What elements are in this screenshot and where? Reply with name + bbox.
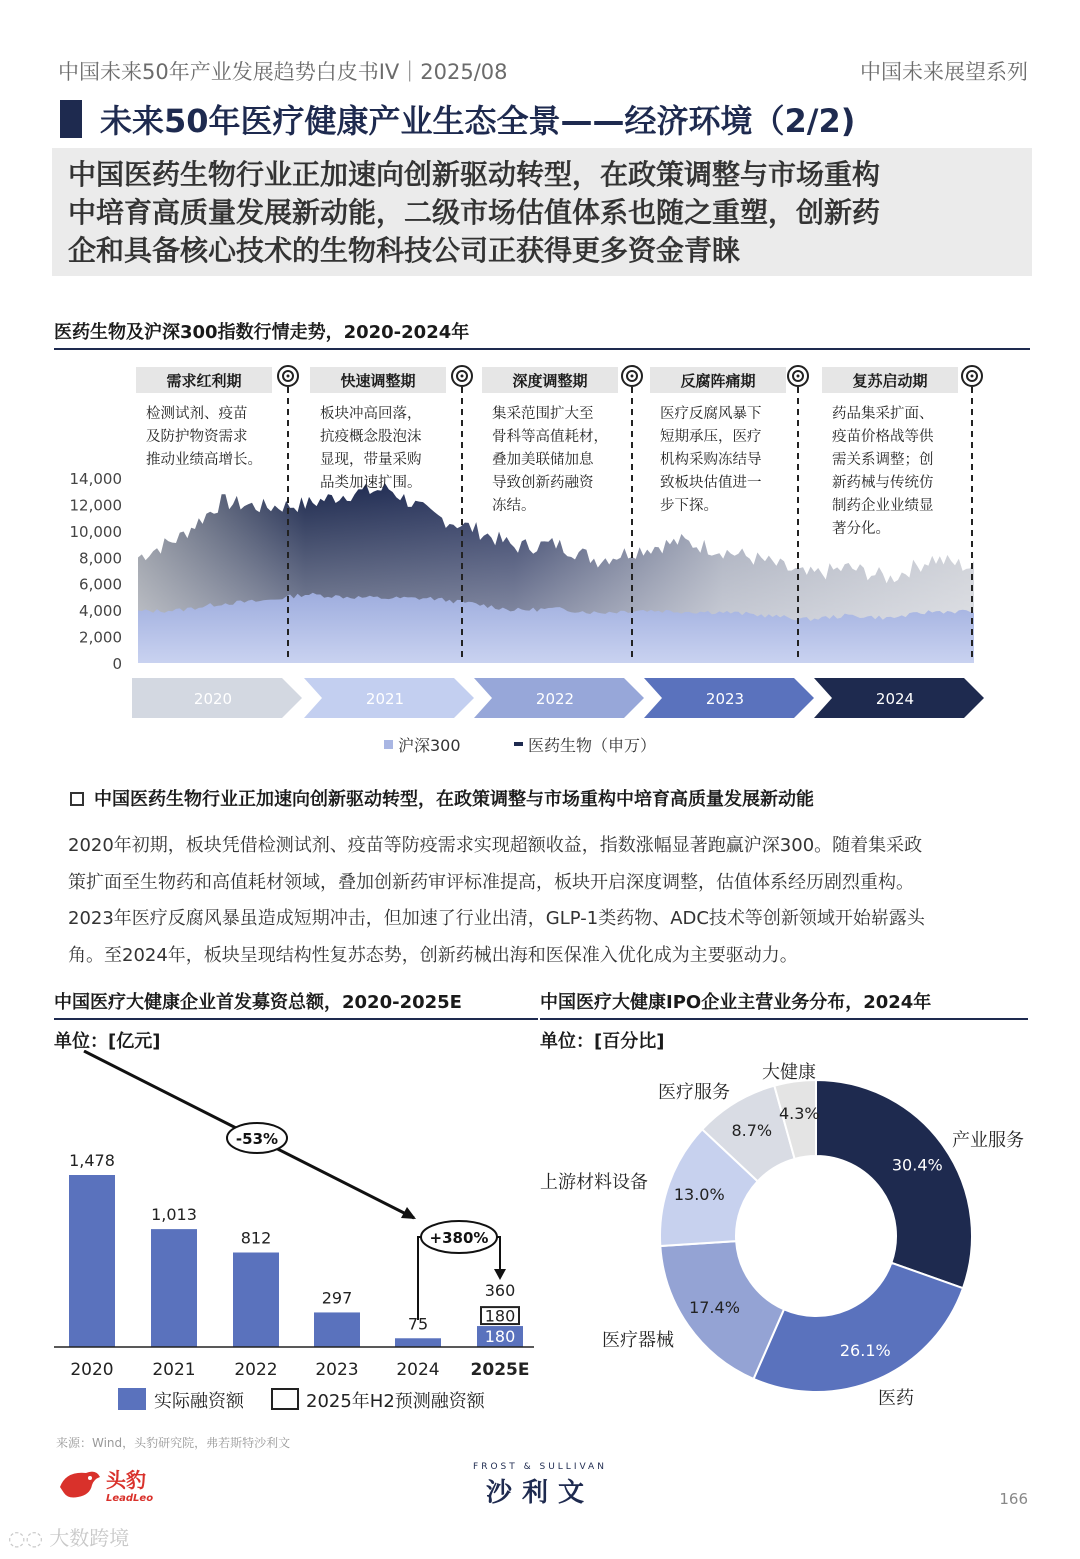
y-tick-label: 0: [112, 655, 122, 673]
bar-2023: [314, 1312, 360, 1347]
legend-hs300: 沪深300: [398, 736, 461, 755]
forecast-value-label: 180: [484, 1306, 516, 1326]
year-label: 2020: [193, 690, 233, 708]
slice-category-label: 医疗服务: [658, 1082, 730, 1103]
bullet-heading-text: 中国医药生物行业正加速向创新驱动转型，在政策调整与市场重构中培育高质量发展新动能: [94, 789, 814, 810]
bar-value-label: 297: [321, 1288, 353, 1308]
phase-desc-line: 叠加美联储加息: [492, 452, 594, 468]
x-category-label: 2021: [152, 1360, 196, 1380]
y-tick-label: 2,000: [79, 628, 122, 647]
phase-name: 需求红利期: [166, 372, 242, 390]
bar-value-label: 1,013: [151, 1205, 197, 1225]
phase-desc-line: 需关系调整；创: [832, 452, 934, 468]
legend-swatch-med: [514, 742, 523, 746]
watermark-text: 大数跨境: [49, 1526, 130, 1550]
growth-pct: +380%: [429, 1229, 489, 1247]
target-icon-dot: [461, 375, 464, 378]
sullivan-cn: 沙利文: [485, 1478, 594, 1508]
phase-name: 复苏启动期: [852, 372, 928, 390]
bar-value-label: 1,478: [69, 1151, 115, 1170]
phase-desc-line: 新药械与传统仿: [832, 475, 934, 491]
body-line: 2020年初期，板块凭借检测试剂、疫苗等防疫需求实现超额收益，指数涨幅显著跑赢沪深300。随着集采政: [68, 835, 923, 856]
phase-desc-line: 著分化。: [832, 521, 890, 537]
ipo-business-donut-chart: [540, 1050, 1040, 1420]
legend-actual-swatch: [118, 1388, 146, 1410]
year-label: 2022: [535, 690, 575, 708]
bar-value-label: 75: [407, 1314, 429, 1334]
target-icon-dot: [287, 375, 290, 378]
slice-pct-label: 17.4%: [689, 1298, 740, 1318]
phase-desc-line: 步下探。: [660, 498, 718, 514]
chart2-title: 中国医疗大健康企业首发募资总额，2020-2025E: [54, 988, 538, 1020]
slice-pct-label: 13.0%: [673, 1185, 725, 1205]
page-title: 未来50年医疗健康产业生态全景——经济环境（2/2): [100, 102, 856, 140]
growth-arrow-head: [494, 1269, 506, 1280]
page-number: 166: [999, 1490, 1028, 1508]
x-category-label: 2020: [70, 1360, 114, 1380]
header-report-title: 中国未来50年产业发展趋势白皮书IV｜2025/08: [58, 60, 508, 84]
phase-desc-line: 骨科等高值耗材，: [492, 429, 608, 445]
y-tick-label: 8,000: [79, 549, 122, 568]
watermark: [8, 1522, 129, 1551]
frost-sullivan-logo: [465, 1462, 615, 1509]
bar-2021: [151, 1229, 197, 1347]
phase-name: 快速调整期: [340, 372, 416, 390]
donut-slice-1: [816, 1080, 972, 1288]
phase-desc-line: 集采范围扩大至: [492, 406, 594, 422]
phase-desc-line: 致板块估值进一: [660, 475, 762, 491]
bar-value-label: 180: [484, 1327, 516, 1346]
legend-actual: 实际融资额: [154, 1391, 244, 1412]
index-trend-chart: [54, 350, 1034, 770]
phase-desc-line: 显现，带量采购: [320, 452, 422, 468]
target-icon-dot: [971, 375, 974, 378]
phase-desc-line: 检测试剂、疫苗: [146, 406, 248, 422]
phase-desc-line: 板块冲高回落，: [320, 406, 422, 422]
body-line: 角。至2024年，板块呈现结构性复苏态势，创新药械出海和医保准入优化成为主要驱动力。: [68, 944, 798, 966]
x-category-label: 2025E: [470, 1360, 530, 1380]
bar-value-label: 812: [240, 1228, 272, 1248]
chart1-title: 医药生物及沪深300指数行情走势，2020-2024年: [54, 318, 1030, 350]
phase-desc-line: 疫苗价格战等供: [832, 429, 934, 445]
leadleo-cn: 头豹: [106, 1468, 146, 1492]
phase-desc-line: 药品集采扩面、: [832, 406, 934, 422]
body-paragraph: [68, 828, 1028, 974]
year-label: 2021: [365, 690, 405, 708]
summary-line: 企和具备核心技术的生物科技公司正获得更多资金青睐: [68, 234, 741, 267]
y-tick-label: 14,000: [69, 470, 122, 488]
x-category-label: 2023: [315, 1360, 359, 1380]
x-category-label: 2022: [234, 1360, 278, 1380]
sullivan-en: FROST & SULLIVAN: [473, 1462, 607, 1472]
target-icon-dot: [631, 375, 634, 378]
slice-category-label: 医药: [878, 1388, 914, 1409]
phase-desc-line: 机构采购冻结导: [660, 452, 762, 468]
phase-name: 深度调整期: [512, 372, 588, 390]
title-accent-bar: [60, 100, 82, 138]
summary-line: 中国医药生物行业正加速向创新驱动转型，在政策调整与市场重构: [68, 158, 881, 191]
ipo-funding-bar-chart: [54, 1050, 540, 1430]
slice-category-label: 上游材料设备: [540, 1172, 648, 1193]
y-tick-label: 10,000: [69, 522, 122, 541]
year-label: 2024: [875, 690, 915, 708]
year-label: 2023: [705, 690, 745, 708]
chart3-unit: 单位：[百分比]: [540, 1031, 665, 1052]
slice-pct-label: 8.7%: [731, 1120, 773, 1140]
body-line: 2023年医疗反腐风暴虽造成短期冲击，但加速了行业出清，GLP-1类药物、ADC技术等创新领域开始崭露头: [68, 908, 925, 929]
watermark-icon: ◌◌: [8, 1526, 43, 1550]
phase-desc-line: 品类加速扩围。: [320, 475, 422, 491]
slice-pct-label: 30.4%: [891, 1155, 943, 1175]
slice-pct-label: 4.3%: [778, 1104, 820, 1124]
summary-line: 中培育高质量发展新动能，二级市场估值体系也随之重塑，创新药: [68, 196, 881, 229]
source-note: 来源：Wind，头豹研究院，弗若斯特沙利文: [56, 1436, 291, 1450]
donut-slice-2: [754, 1263, 963, 1392]
summary-box: [52, 148, 1032, 276]
body-line: 策扩面至生物药和高值耗材领域，叠加创新药审评标准提高，板块开启深度调整，估值体系经历剧烈重构。: [68, 871, 914, 893]
y-tick-label: 12,000: [69, 496, 122, 515]
bar-2024: [395, 1338, 441, 1347]
phase-desc-line: 制药企业业绩显: [832, 498, 934, 514]
target-icon-dot: [797, 375, 800, 378]
header-series-name: 中国未来展望系列: [860, 60, 1028, 84]
bar-2022: [233, 1253, 279, 1347]
decline-pct: -53%: [235, 1130, 279, 1148]
y-tick-label: 4,000: [79, 602, 122, 621]
phase-desc-line: 及防护物资需求: [146, 429, 248, 445]
slice-pct-label: 26.1%: [839, 1340, 891, 1360]
x-category-label: 2024: [396, 1360, 440, 1380]
legend-forecast-swatch: [272, 1389, 298, 1409]
total-2025-label: 360: [484, 1281, 516, 1301]
slice-category-label: 医疗器械: [602, 1330, 674, 1351]
bullet-heading: [70, 785, 814, 811]
legend-swatch-hs300: [384, 740, 393, 749]
y-tick-label: 6,000: [79, 575, 122, 594]
bar-2020: [69, 1175, 115, 1347]
legend-forecast: 2025年H2预测融资额: [306, 1391, 485, 1412]
phase-desc-line: 抗疫概念股泡沫: [320, 429, 422, 445]
bullet-box-icon: [70, 792, 84, 806]
slice-category-label: 大健康: [762, 1062, 816, 1083]
leadleo-leopard-icon: [56, 1465, 186, 1505]
phase-desc-line: 短期承压，医疗: [660, 429, 762, 445]
legend-med-bio: 医药生物（申万）: [528, 736, 657, 755]
phase-name: 反腐阵痛期: [680, 372, 756, 390]
phase-desc-line: 推动业绩高增长。: [146, 452, 262, 468]
slice-category-label: 产业服务: [952, 1130, 1024, 1151]
chart3-title: 中国医疗大健康IPO企业主营业务分布，2024年: [540, 988, 1028, 1020]
phase-desc-line: 导致创新药融资: [492, 475, 594, 491]
leadleo-en: LeadLeo: [106, 1493, 154, 1504]
phase-desc-line: 冻结。: [492, 498, 536, 514]
phase-desc-line: 医疗反腐风暴下: [660, 406, 762, 422]
chart2-unit: 单位：[亿元]: [54, 1031, 161, 1052]
leadleo-logo: [56, 1465, 186, 1509]
